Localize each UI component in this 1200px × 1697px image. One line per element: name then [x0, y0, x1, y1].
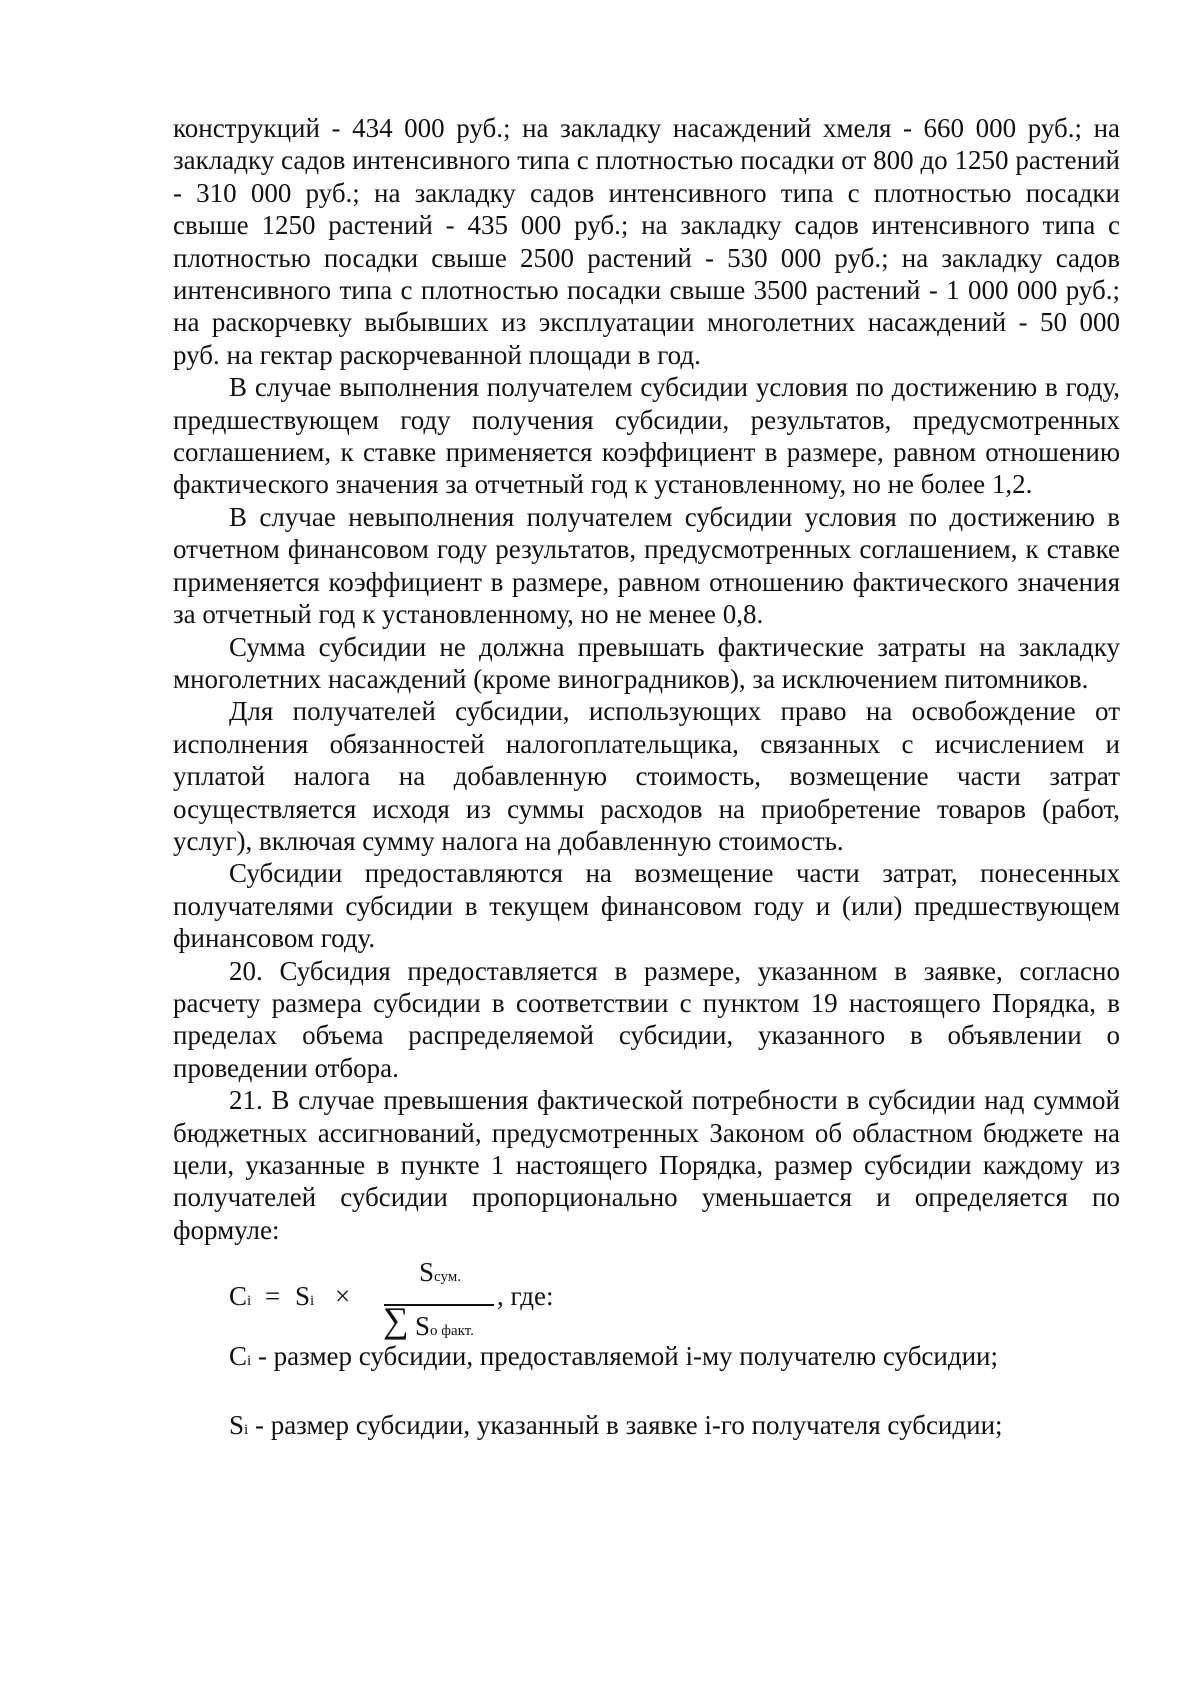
document-body: [173, 112, 1120, 1446]
formula-lhs: Ci: [229, 1281, 252, 1312]
formula-times: ×: [335, 1281, 351, 1312]
paragraph-coefficient-max: В случае выполнения получателем субсидии условия по достижению в году, предшествующем году получения субсидии, результатов, предусмотренных соглашением, к ставке применяется коэффициент в размере, равном отношению фактического значения за отчетный год к установленному, но не более 1,2.: [173, 372, 1120, 500]
paragraph-reimbursement-period: Субсидии предоставляются на возмещение части затрат, понесенных получателями субсидии в текущем финансовом году и (или) предшествующем финансовом году.: [173, 858, 1120, 954]
formula-denominator: Sо факт.: [415, 1311, 474, 1342]
paragraph-subsidy-limit: Сумма субсидии не должна превышать фактические затраты на закладку многолетних насаждений (кроме виноградников), за исключением питомников.: [173, 631, 1120, 694]
subsidy-formula: [229, 1252, 1120, 1340]
paragraph-item-20: 20. Субсидия предоставляется в размере, указанном в заявке, согласно расчету размера субсидии в соответствии с пунктом 19 настоящего Порядка, в пределах объема распределяемой субсидии, указанного в объявлении о проведении отбора.: [173, 955, 1120, 1083]
formula-s-i: Si: [295, 1281, 315, 1312]
formula-equals: =: [265, 1281, 281, 1312]
paragraph-item-21: 21. В случае превышения фактической потребности в субсидии над суммой бюджетных ассигнований, предусмотренных Законом об областном бюджете на цели, указанные в пункте 1 настоящего Порядка, размер субсидии каждому из получателей субсидии пропорционально уменьшается и определяется по формуле:: [173, 1085, 1120, 1245]
paragraph-vat: Для получателей субсидии, использующих право на освобождение от исполнения обязанностей налогоплательщика, связанных с исчислением и уплатой налога на добавленную стоимость, возмещение части затрат осуществляется исходя из суммы расходов на приобретение товаров (работ, услуг), включая сумму налога на добавленную стоимость.: [173, 696, 1120, 856]
definition-si: Si - размер субсидии, указанный в заявке i-го получателя субсидии;: [229, 1409, 1003, 1440]
paragraph-rates: конструкций - 434 000 руб.; на закладку насаждений хмеля - 660 000 руб.; на закладку садов интенсивного типа с плотностью посадки от 800 до 1250 растений - 310 000 руб.; на закладку садов интенсивного типа с плотностью посадки свыше 1250 растений - 435 000 руб.; на закладку садов интенсивного типа с плотностью посадки свыше 2500 растений - 530 000 руб.; на закладку садов интенсивного типа с плотностью посадки свыше 3500 растений - 1 000 000 руб.; на раскорчевку выбывших из эксплуатации многолетних насаждений - 50 000 руб. на гектар раскорчеванной площади в год.: [173, 113, 1120, 370]
formula-tail: , где:: [497, 1281, 554, 1312]
paragraph-coefficient-min: В случае невыполнения получателем субсидии условия по достижению в отчетном финансовом году результатов, предусмотренных соглашением, к ставке применяется коэффициент в размере, равном отношению фактического значения за отчетный год к установленному, но не менее 0,8.: [173, 501, 1120, 630]
sum-symbol: ∑: [383, 1300, 409, 1341]
definition-ci: Ci - размер субсидии, предоставляемой i-му получателю субсидии;: [229, 1341, 998, 1372]
formula-numerator: Sсум.: [419, 1257, 462, 1288]
